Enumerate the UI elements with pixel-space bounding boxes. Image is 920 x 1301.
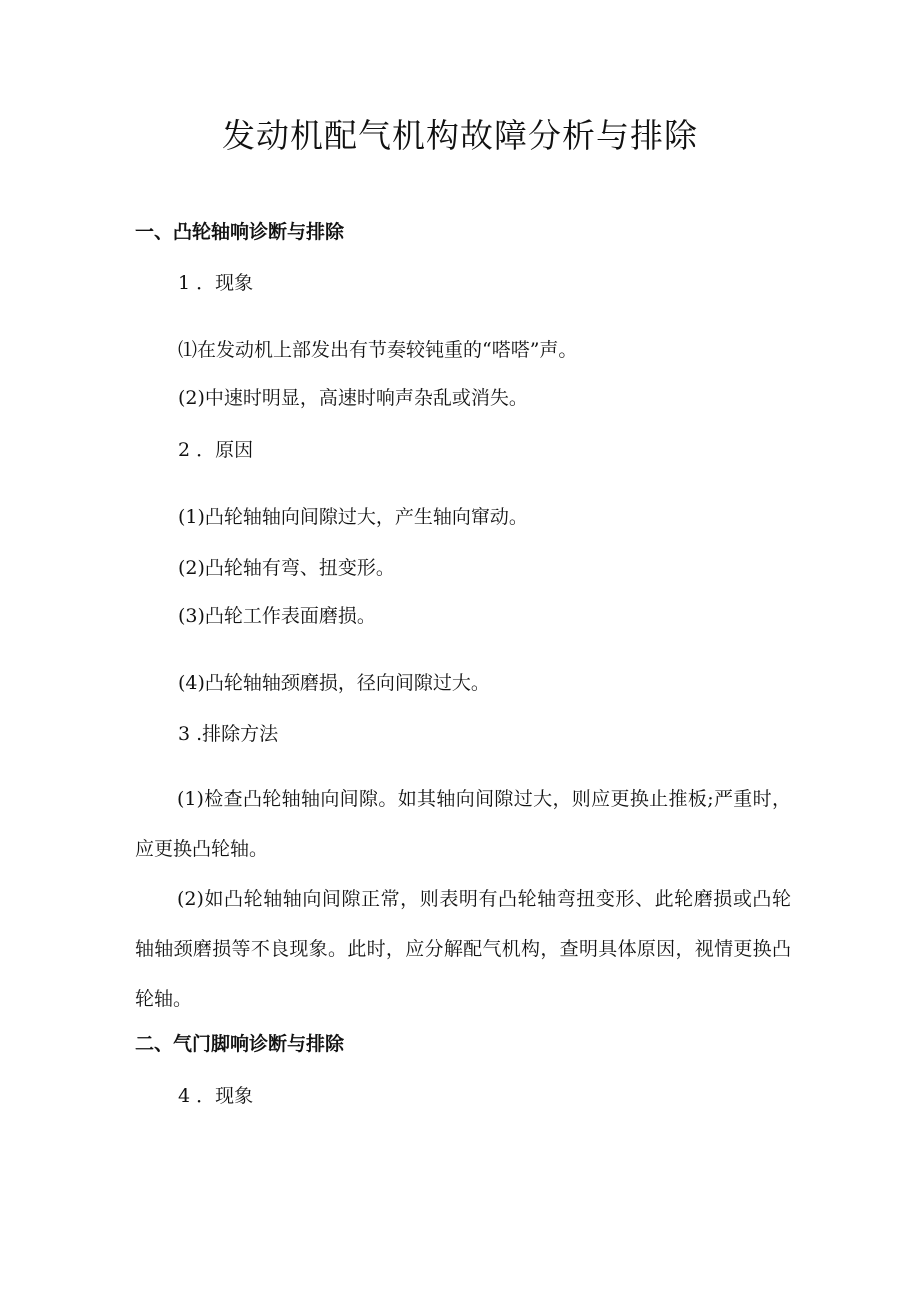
subsection-label-phenomenon: 4 ．现象 — [178, 1085, 254, 1107]
list-item: (2)凸轮轴有弯、扭变形。 — [178, 557, 395, 579]
subsection-label-cause: 2 ．原因 — [178, 439, 254, 461]
section-heading-camshaft-noise: 一、凸轮轴响诊断与排除 — [135, 221, 345, 243]
subsection-label-phenomenon: 1 ．现象 — [178, 272, 254, 294]
list-item: (4)凸轮轴轴颈磨损，径向间隙过大。 — [178, 672, 490, 694]
list-item: (3)凸轮工作表面磨损。 — [178, 605, 376, 627]
remedy-paragraph: (2)如凸轮轴轴向间隙正常，则表明有凸轮轴弯扭变形、此轮磨损或凸轮轴轴颈磨损等不良现象。此时，应分解配气机构，查明具体原因，视情更换凸轮轴。 — [135, 888, 791, 1010]
section-heading-valve-tappet-noise: 二、气门脚响诊断与排除 — [135, 1033, 345, 1055]
list-item: (1)凸轮轴轴向间隙过大，产生轴向窜动。 — [178, 506, 528, 528]
list-item: ⑴在发动机上部发出有节奏较钝重的“嗒嗒”声。 — [178, 339, 578, 361]
subsection-label-remedy: 3 .排除方法 — [178, 723, 279, 745]
list-item: (2)中速时明显，高速时响声杂乱或消失。 — [178, 387, 528, 409]
remedy-paragraph: (1)检查凸轮轴轴向间隙。如其轴向间隙过大，则应更换止推板;严重时，应更换凸轮轴。 — [135, 788, 791, 860]
document-title: 发动机配气机构故障分析与排除 — [222, 116, 698, 155]
